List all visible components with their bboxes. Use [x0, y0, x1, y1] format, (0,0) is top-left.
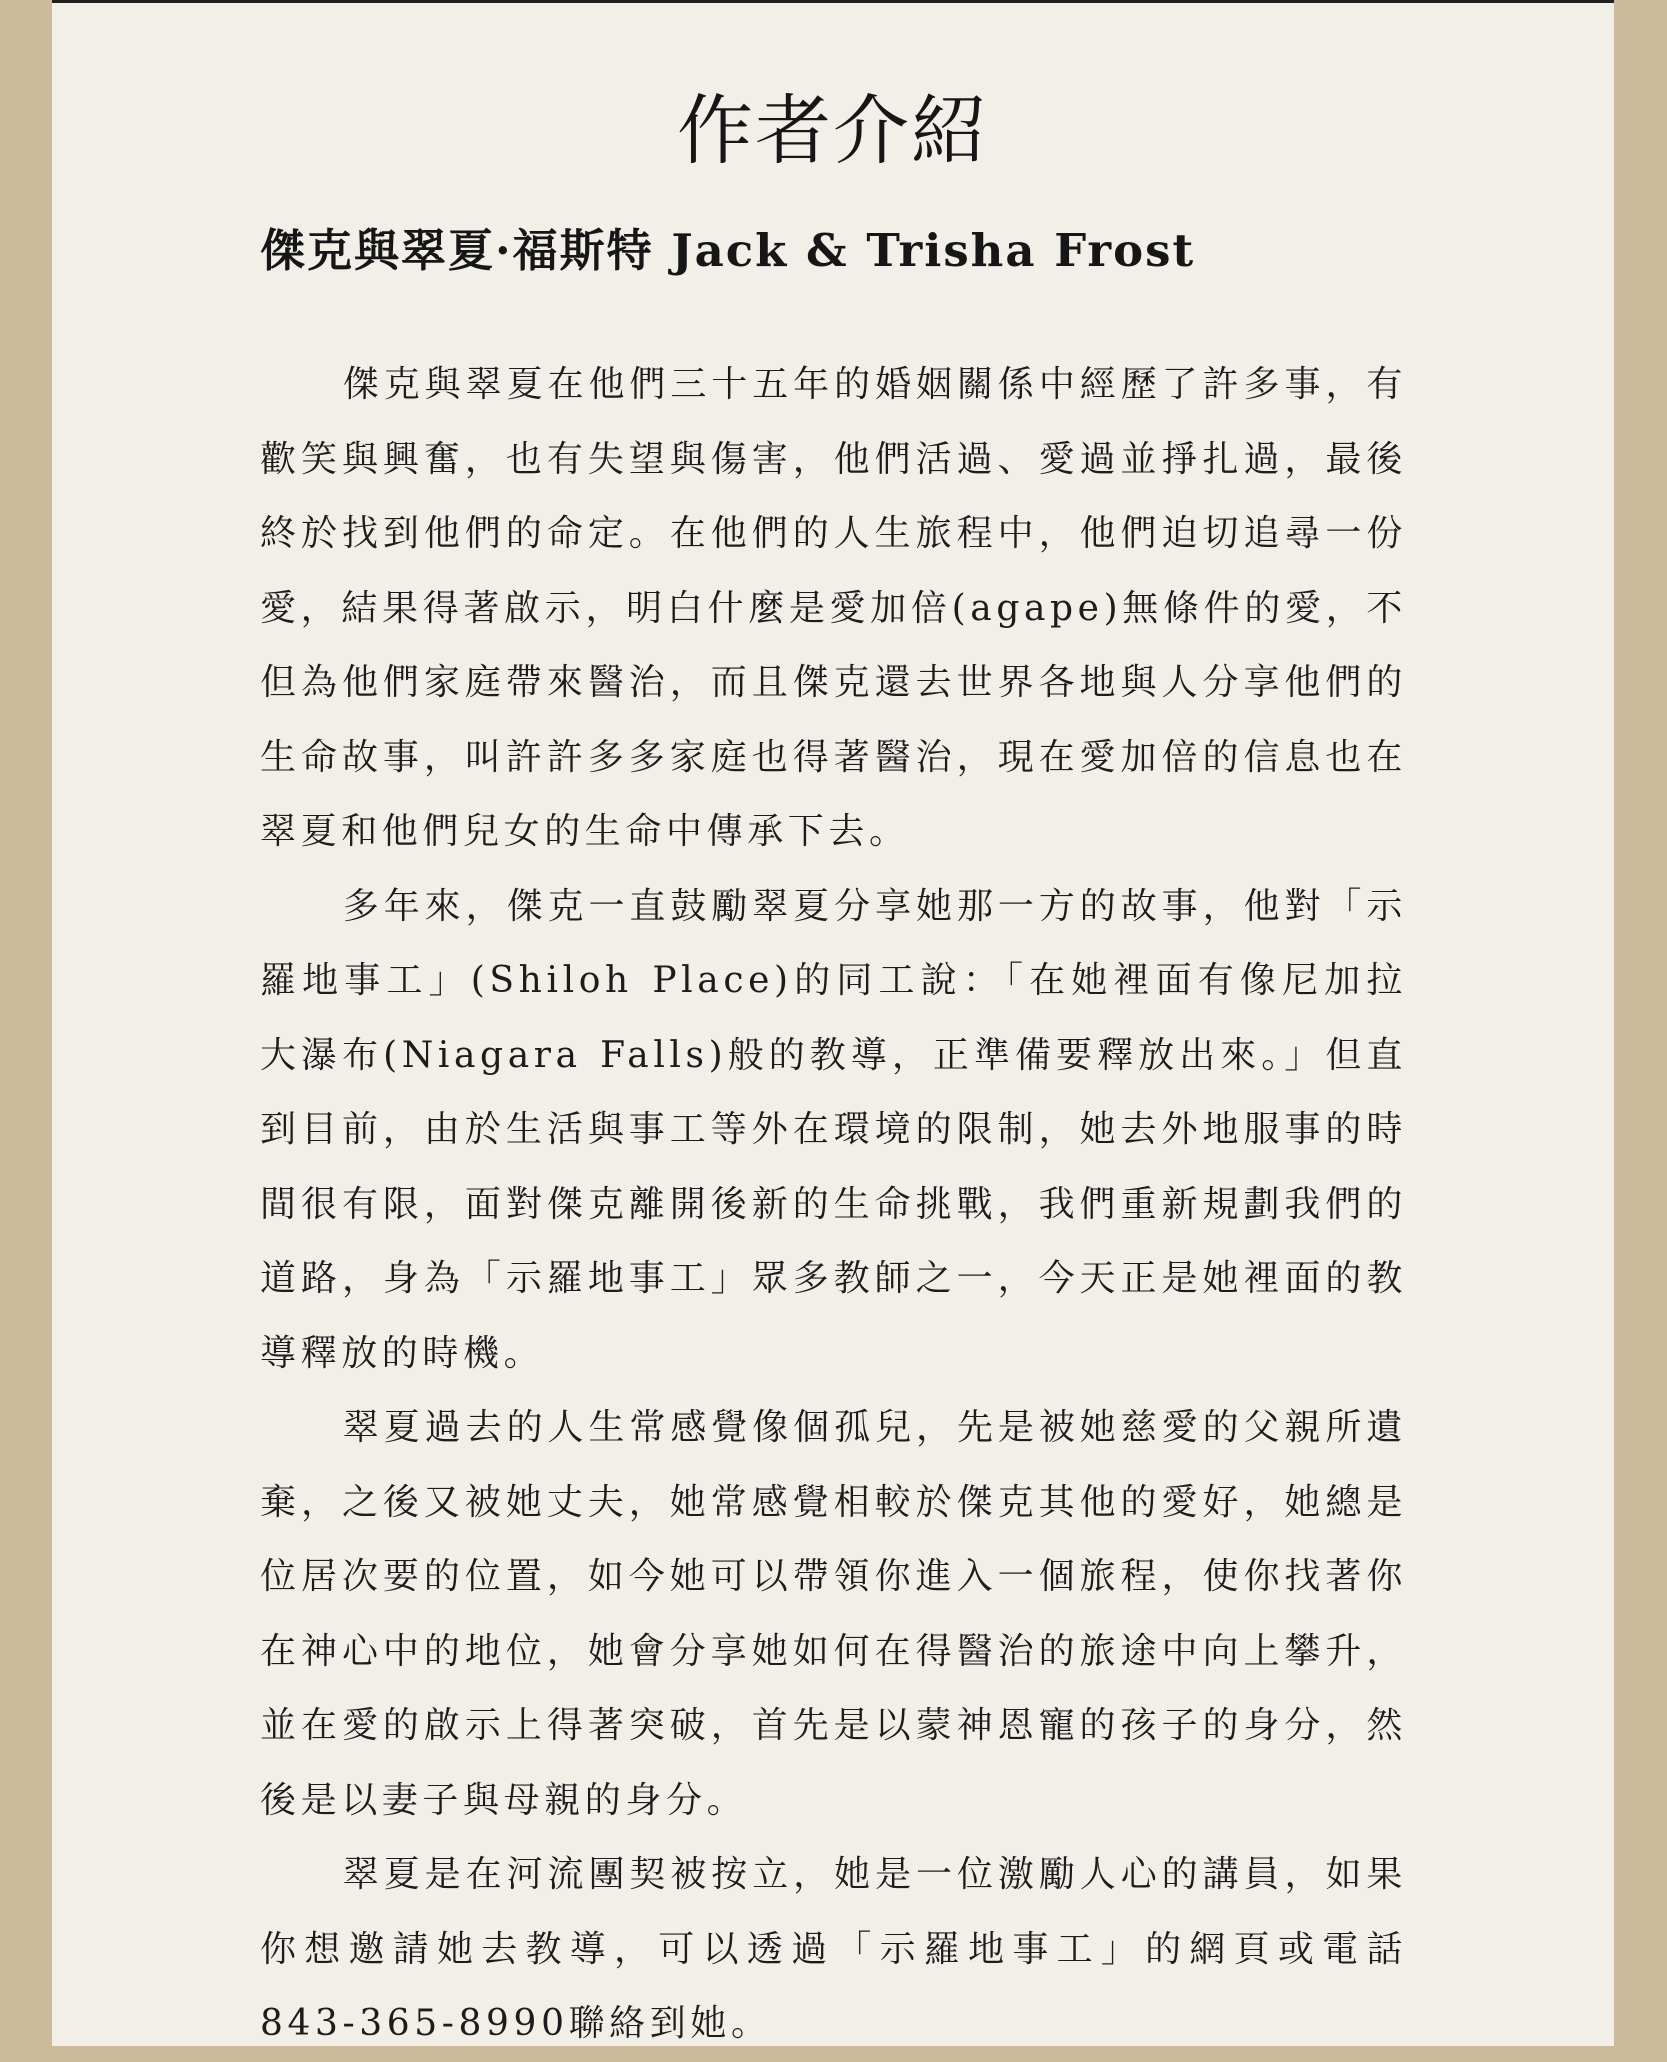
page-title: 作者介紹 [677, 86, 989, 175]
document-page [52, 0, 1614, 2046]
author-bio [260, 348, 1407, 2062]
bio-paragraph-3: 翠夏過去的人生常感覺像個孤兒，先是被她慈愛的父親所遺棄，之後又被她丈夫，她常感覺相較於傑克其他的愛好，她總是位居次要的位置，如今她可以帶領你進入一個旅程，使你找著你在神心中的地位，她會分享她如何在得醫治的旅途中向上攀升，並在愛的啟示上得著突破，首先是以蒙神恩寵的孩子的身分，然後是以妻子與母親的身分。 [260, 1407, 1407, 1821]
bio-paragraph-4: 翠夏是在河流團契被按立，她是一位激勵人心的講員，如果你想邀請她去教導，可以透過「示羅地事工」的網頁或電話843-365-8990聯絡到她。 [260, 1854, 1407, 2044]
bio-paragraph-2: 多年來，傑克一直鼓勵翠夏分享她那一方的故事，他對「示羅地事工」(Shiloh Place)的同工說：「在她裡面有像尼加拉大瀑布(Niagara Falls)般的教導，正準備要釋放出來。」但直到目前，由於生活與事工等外在環境的限制，她去外地服事的時間很有限，面對傑克離開後新的生命挑戰，我們重新規劃我們的道路，身為「示羅地事工」眾多教師之一，今天正是她裡面的教導釋放的時機。 [260, 885, 1407, 1374]
bio-paragraph-1: 傑克與翠夏在他們三十五年的婚姻關係中經歷了許多事，有歡笑與興奮，也有失望與傷害，他們活過、愛過並掙扎過，最後終於找到他們的命定。在他們的人生旅程中，他們迫切追尋一份愛，結果得著啟示，明白什麼是愛加倍(agape)無條件的愛，不但為他們家庭帶來醫治，而且傑克還去世界各地與人分享他們的生命故事，叫許許多多家庭也得著醫治，現在愛加倍的信息也在翠夏和他們兒女的生命中傳承下去。 [260, 364, 1407, 852]
author-name: 傑克與翠夏·福斯特 Jack & Trisha Frost [260, 224, 1196, 277]
